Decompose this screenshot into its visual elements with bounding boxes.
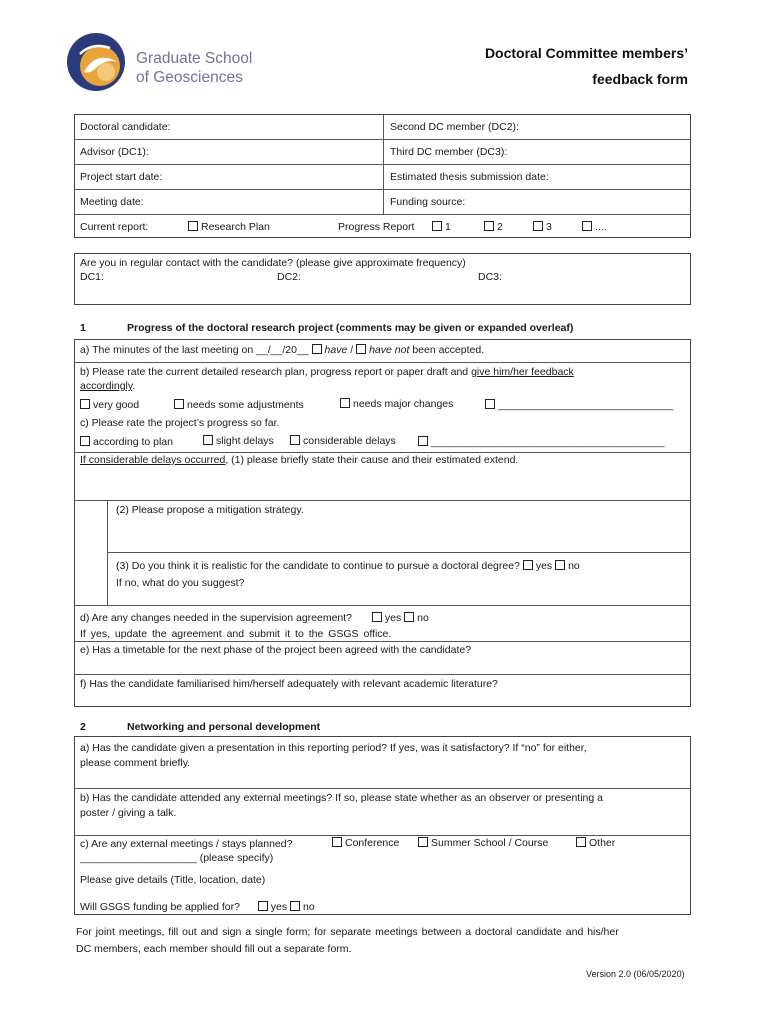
version-label: Version 2.0 (06/05/2020): [586, 969, 685, 979]
question-2b-cont: poster / giving a talk.: [80, 807, 177, 819]
question-2c-specify[interactable]: ____________________ (please specify): [80, 852, 274, 864]
suggest-prompt: If no, what do you suggest?: [116, 577, 245, 589]
logo-line-2: of Geosciences: [136, 69, 243, 86]
checkbox[interactable]: [484, 221, 494, 231]
other-meeting-checkbox[interactable]: [576, 837, 586, 847]
agreement-yes-checkbox[interactable]: [372, 612, 382, 622]
progress-report-label: Progress Report: [338, 221, 415, 233]
section-1-title: Progress of the doctoral research project (comments may be given or expanded overleaf): [127, 322, 574, 334]
checkbox[interactable]: [582, 221, 592, 231]
needs-major-checkbox[interactable]: [340, 398, 350, 408]
according-to-plan-option[interactable]: according to plan: [80, 436, 173, 449]
have-not-checkbox[interactable]: [356, 344, 366, 354]
other-meeting-option[interactable]: Other: [576, 837, 615, 850]
question-1f: f) Has the candidate familiarised him/herself adequately with relevant academic literature?: [80, 678, 498, 690]
dc3-label: DC3:: [478, 271, 502, 283]
mitigation-prompt: (2) Please propose a mitigation strategy.: [116, 504, 304, 516]
form-title: [388, 40, 688, 92]
question-1d: d) Are any changes needed in the supervision agreement? yes no: [80, 612, 429, 624]
second-dc-field[interactable]: Second DC member (DC2):: [390, 121, 519, 133]
checkbox[interactable]: [432, 221, 442, 231]
question-1e: e) Has a timetable for the next phase of the project been agreed with the candidate?: [80, 644, 472, 656]
question-1d-cont: If yes, update the agreement and submit it to the GSGS office.: [80, 628, 392, 640]
thesis-submission-field[interactable]: Estimated thesis submission date:: [390, 171, 549, 183]
doctoral-candidate-field[interactable]: Doctoral candidate:: [80, 121, 171, 133]
logo: [66, 32, 256, 92]
needs-some-option[interactable]: needs some adjustments: [174, 399, 304, 412]
research-plan-checkbox[interactable]: [188, 221, 198, 231]
footer-note-line-1: For joint meetings, fill out and sign a single form; for separate meetings between a doctoral candidate and his/her: [76, 926, 619, 938]
research-plan-option[interactable]: Research Plan: [188, 221, 270, 234]
conference-checkbox[interactable]: [332, 837, 342, 847]
considerable-delays-checkbox[interactable]: [290, 435, 300, 445]
funding-source-field[interactable]: Funding source:: [390, 196, 466, 208]
summer-school-checkbox[interactable]: [418, 837, 428, 847]
delays-cause-prompt: If considerable delays occurred, (1) please briefly state their cause and their estimated extend.: [80, 454, 519, 466]
agreement-no-checkbox[interactable]: [404, 612, 414, 622]
logo-line-1: Graduate School: [136, 50, 253, 67]
progress-report-2-option[interactable]: 2: [484, 221, 503, 234]
question-1a: a) The minutes of the last meeting on __/__/20__ have / have not been accepted.: [80, 344, 485, 356]
realistic-question: (3) Do you think it is realistic for the candidate to continue to pursue a doctoral degree? yes no: [116, 560, 580, 572]
contact-question: Are you in regular contact with the candidate? (please give approximate frequency): [80, 257, 466, 269]
considerable-delays-option[interactable]: considerable delays: [290, 435, 396, 448]
slight-delays-checkbox[interactable]: [203, 435, 213, 445]
progress-report-1-option[interactable]: 1: [432, 221, 451, 234]
other-progress-checkbox[interactable]: [418, 436, 428, 446]
project-start-field[interactable]: Project start date:: [80, 171, 163, 183]
advisor-field[interactable]: Advisor (DC1):: [80, 146, 149, 158]
funding-question: Will GSGS funding be applied for? yes no: [80, 901, 315, 913]
have-checkbox[interactable]: [312, 344, 322, 354]
realistic-no-checkbox[interactable]: [555, 560, 565, 570]
question-2a: a) Has the candidate given a presentation in this reporting period? If yes, was it satisfactory? If “no” for either,: [80, 742, 587, 754]
needs-some-checkbox[interactable]: [174, 399, 184, 409]
progress-report-3-option[interactable]: 3: [533, 221, 552, 234]
checkbox[interactable]: [533, 221, 543, 231]
other-progress-option[interactable]: ________________________________________: [418, 436, 665, 449]
third-dc-field[interactable]: Third DC member (DC3):: [390, 146, 508, 158]
question-2a-cont: please comment briefly.: [80, 757, 191, 769]
form-title-line-1: Doctoral Committee members’: [484, 45, 688, 61]
summer-school-option[interactable]: Summer School / Course: [418, 837, 548, 850]
section-2-title: Networking and personal development: [127, 721, 321, 733]
footer-note-line-2: DC members, each member should fill out a separate form.: [76, 943, 352, 955]
details-prompt: Please give details (Title, location, date): [80, 874, 266, 886]
section-2-number: 2: [80, 721, 86, 733]
progress-report-more-option[interactable]: ....: [582, 221, 607, 234]
question-1b: b) Please rate the current detailed research plan, progress report or paper draft and give him/her feedback: [80, 366, 574, 378]
very-good-checkbox[interactable]: [80, 399, 90, 409]
funding-no-checkbox[interactable]: [290, 901, 300, 911]
geosciences-logo-icon: [66, 32, 126, 92]
section-1-number: 1: [80, 322, 86, 334]
question-2b: b) Has the candidate attended any external meetings? If so, please state whether as an observer or presenting a: [80, 792, 603, 804]
slight-delays-option[interactable]: slight delays: [203, 435, 274, 448]
needs-major-option[interactable]: needs major changes: [340, 398, 453, 411]
question-2c: c) Are any external meetings / stays planned?: [80, 838, 293, 850]
dc1-label: DC1:: [80, 271, 104, 283]
other-rating-option[interactable]: ______________________________: [485, 399, 673, 412]
question-1b-cont: accordingly.: [80, 380, 136, 392]
meeting-date-field[interactable]: Meeting date:: [80, 196, 144, 208]
according-to-plan-checkbox[interactable]: [80, 436, 90, 446]
other-rating-checkbox[interactable]: [485, 399, 495, 409]
realistic-yes-checkbox[interactable]: [523, 560, 533, 570]
form-title-line-2: feedback form: [592, 71, 688, 87]
very-good-option[interactable]: very good: [80, 399, 139, 412]
dc2-label: DC2:: [277, 271, 301, 283]
funding-yes-checkbox[interactable]: [258, 901, 268, 911]
current-report-label: Current report:: [80, 221, 149, 233]
question-1c: c) Please rate the project’s progress so far.: [80, 417, 280, 429]
conference-option[interactable]: Conference: [332, 837, 399, 850]
